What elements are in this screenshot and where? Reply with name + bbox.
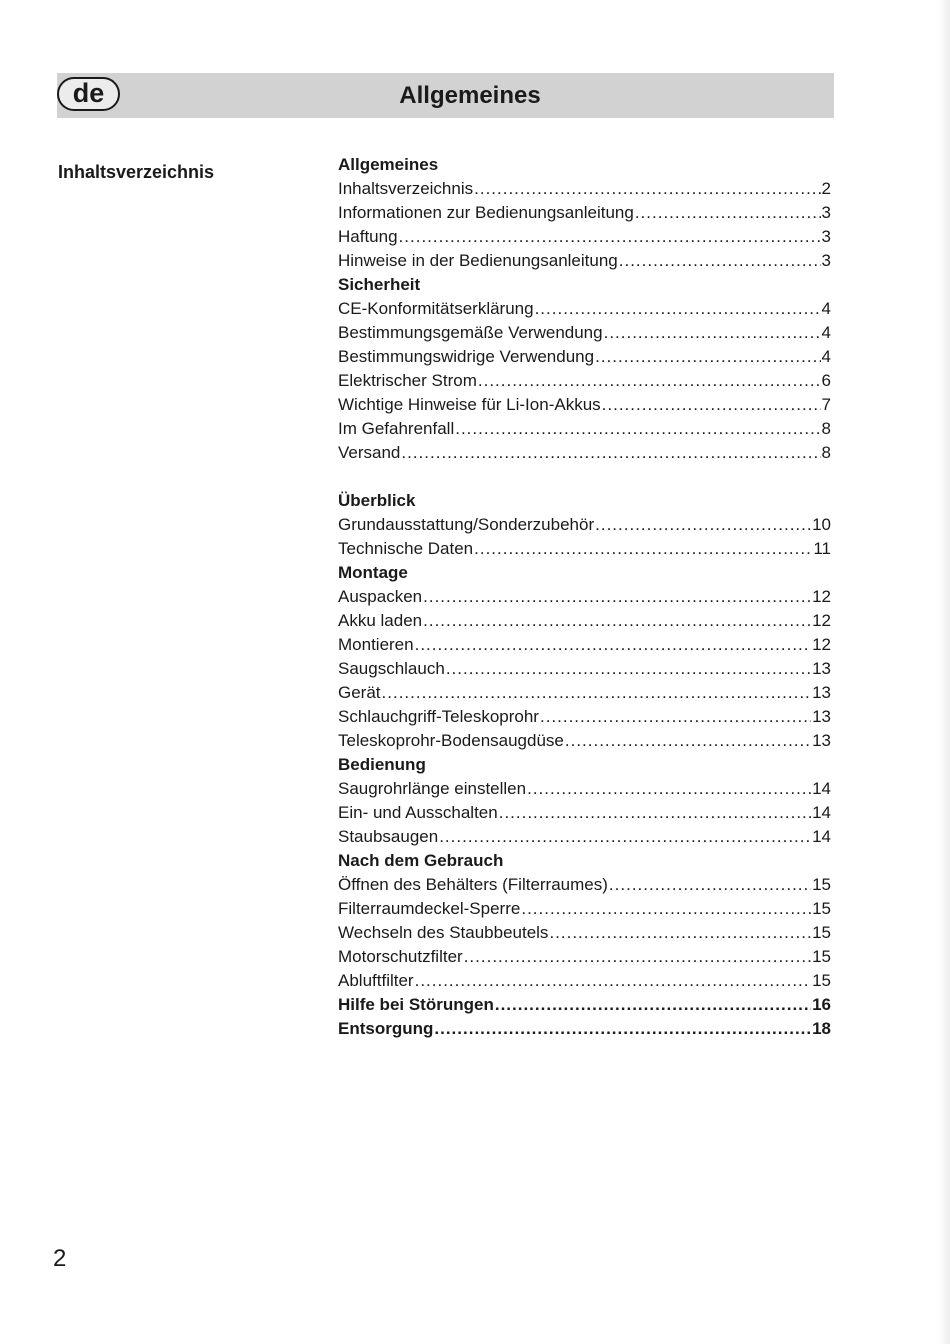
toc-entry-title: Technische Daten — [338, 539, 474, 558]
toc-spacer — [338, 465, 831, 489]
toc-dot-leader — [401, 441, 820, 465]
toc-page-number: 14 — [812, 803, 831, 822]
toc-entry-title: CE-Konformitätserklärung — [338, 299, 534, 318]
toc-dot-leader — [619, 249, 821, 273]
toc-page-number: 13 — [812, 731, 831, 750]
toc-page-number: 15 — [812, 899, 831, 918]
toc-entry-title: Abluftfilter — [338, 971, 414, 990]
toc-page-number: 15 — [812, 971, 831, 990]
toc-heading-text: Überblick — [338, 491, 416, 510]
toc-dot-leader — [540, 705, 811, 729]
toc-page-number: 11 — [813, 539, 831, 558]
toc-entry[interactable] — [338, 537, 831, 561]
toc-dot-leader — [595, 513, 811, 537]
toc-page-number: 14 — [812, 779, 831, 798]
toc-page-number: 7 — [821, 395, 831, 414]
toc-section-heading — [338, 489, 831, 513]
toc-entry[interactable] — [338, 441, 831, 465]
page-edge-shadow — [938, 0, 950, 1344]
toc-entry[interactable] — [338, 969, 831, 993]
toc-dot-leader — [535, 297, 821, 321]
toc-dot-leader — [609, 873, 811, 897]
toc-dot-leader — [549, 921, 811, 945]
toc-entry-title: Auspacken — [338, 587, 423, 606]
toc-entry-title: Entsorgung — [338, 1019, 434, 1038]
toc-page-number: 8 — [821, 443, 831, 462]
toc-dot-leader — [415, 969, 811, 993]
toc-entry[interactable] — [338, 513, 831, 537]
toc-entry-title: Inhaltsverzeichnis — [338, 179, 474, 198]
toc-page-number: 15 — [812, 875, 831, 894]
toc-entry-title: Im Gefahrenfall — [338, 419, 455, 438]
toc-entry[interactable] — [338, 729, 831, 753]
toc-entry[interactable] — [338, 825, 831, 849]
toc-entry[interactable] — [338, 609, 831, 633]
toc-entry[interactable] — [338, 201, 831, 225]
toc-entry-title: Ein- und Ausschalten — [338, 803, 498, 822]
toc-entry-title: Öffnen des Behälters (Filterraumes) — [338, 875, 608, 894]
toc-page-number: 3 — [821, 203, 831, 222]
toc-dot-leader — [604, 321, 821, 345]
toc-dot-leader — [474, 177, 820, 201]
toc-entry-title: Gerät — [338, 683, 381, 702]
toc-entry[interactable] — [338, 369, 831, 393]
toc-section-heading — [338, 561, 831, 585]
toc-heading-text: Allgemeines — [338, 155, 439, 174]
toc-dot-leader — [478, 369, 821, 393]
toc-section-heading — [338, 753, 831, 777]
toc-page-number: 13 — [812, 659, 831, 678]
toc-entry-title: Elektrischer Strom — [338, 371, 477, 390]
toc-dot-leader — [474, 537, 812, 561]
toc-entry[interactable] — [338, 345, 831, 369]
toc-dot-leader — [464, 945, 811, 969]
toc-dot-leader — [439, 825, 811, 849]
toc-entry-title: Haftung — [338, 227, 398, 246]
table-of-contents — [338, 153, 831, 1041]
toc-dot-leader — [434, 1017, 811, 1041]
toc-entry-title: Grundausstattung/Sonderzubehör — [338, 515, 595, 534]
toc-entry[interactable] — [338, 633, 831, 657]
toc-dot-leader — [382, 681, 812, 705]
toc-page-number: 3 — [821, 227, 831, 246]
toc-entry[interactable] — [338, 921, 831, 945]
toc-dot-leader — [399, 225, 821, 249]
toc-entry[interactable] — [338, 681, 831, 705]
toc-dot-leader — [446, 657, 811, 681]
toc-page-number: 10 — [812, 515, 831, 534]
toc-heading-text: Nach dem Gebrauch — [338, 851, 504, 870]
toc-entry-title: Versand — [338, 443, 401, 462]
toc-page-number: 12 — [812, 587, 831, 606]
toc-heading-text: Montage — [338, 563, 408, 582]
toc-dot-leader — [499, 801, 811, 825]
toc-page-number: 8 — [821, 419, 831, 438]
toc-entry[interactable] — [338, 993, 831, 1017]
language-badge: de — [57, 77, 120, 111]
toc-dot-leader — [455, 417, 820, 441]
toc-dot-leader — [565, 729, 811, 753]
toc-entry-title: Saugschlauch — [338, 659, 445, 678]
toc-page-number: 13 — [812, 683, 831, 702]
toc-entry[interactable] — [338, 657, 831, 681]
toc-entry-title: Hinweise in der Bedienungsanleitung — [338, 251, 618, 270]
toc-heading-text: Sicherheit — [338, 275, 421, 294]
toc-entry[interactable] — [338, 249, 831, 273]
toc-page-number: 3 — [821, 251, 831, 270]
page-title: Allgemeines — [399, 82, 541, 109]
toc-entry-title: Bestimmungsgemäße Verwendung — [338, 323, 603, 342]
toc-page-number: 16 — [812, 995, 831, 1014]
toc-entry-title: Hilfe bei Störungen — [338, 995, 494, 1014]
toc-entry-title: Staubsaugen — [338, 827, 439, 846]
toc-page-number: 4 — [821, 347, 831, 366]
toc-page-number: 2 — [821, 179, 831, 198]
toc-section-heading — [338, 849, 831, 873]
toc-entry-title: Wichtige Hinweise für Li-Ion-Akkus — [338, 395, 601, 414]
toc-dot-leader — [602, 393, 821, 417]
toc-entry[interactable] — [338, 705, 831, 729]
toc-page-number: 15 — [812, 923, 831, 942]
toc-entry-title: Motorschutzfilter — [338, 947, 463, 966]
toc-dot-leader — [423, 585, 811, 609]
toc-entry[interactable] — [338, 417, 831, 441]
toc-entry-title: Akku laden — [338, 611, 423, 630]
toc-page-number: 12 — [812, 611, 831, 630]
toc-page-number: 18 — [812, 1019, 831, 1038]
toc-heading-text: Bedienung — [338, 755, 426, 774]
toc-page-number: 4 — [821, 299, 831, 318]
toc-entry-title: Teleskoprohr-Bodensaugdüse — [338, 731, 564, 750]
toc-entry-title: Schlauchgriff-Teleskoprohr — [338, 707, 539, 726]
toc-page-number: 4 — [821, 323, 831, 342]
toc-entry[interactable] — [338, 873, 831, 897]
toc-entry-title: Montieren — [338, 635, 414, 654]
toc-entry[interactable] — [338, 225, 831, 249]
toc-entry[interactable] — [338, 777, 831, 801]
toc-entry[interactable] — [338, 393, 831, 417]
toc-dot-leader — [635, 201, 821, 225]
toc-dot-leader — [495, 993, 811, 1017]
toc-page-number: 15 — [812, 947, 831, 966]
toc-entry[interactable] — [338, 945, 831, 969]
toc-dot-leader — [527, 777, 811, 801]
toc-entry[interactable] — [338, 801, 831, 825]
toc-page-number: 6 — [821, 371, 831, 390]
toc-page-number: 13 — [812, 707, 831, 726]
toc-dot-leader — [521, 897, 811, 921]
toc-entry[interactable] — [338, 897, 831, 921]
toc-dot-leader — [423, 609, 811, 633]
page-number: 2 — [53, 1245, 67, 1272]
toc-entry[interactable] — [338, 585, 831, 609]
toc-dot-leader — [595, 345, 820, 369]
toc-section-heading — [338, 273, 831, 297]
toc-entry-title: Bestimmungswidrige Verwendung — [338, 347, 595, 366]
toc-entry-title: Wechseln des Staubbeutels — [338, 923, 549, 942]
toc-page-number: 14 — [812, 827, 831, 846]
toc-entry-title: Informationen zur Bedienungsanleitung — [338, 203, 634, 222]
toc-entry[interactable] — [338, 321, 831, 345]
toc-entry-title: Filterraumdeckel-Sperre — [338, 899, 521, 918]
toc-dot-leader — [415, 633, 811, 657]
toc-section-heading — [338, 153, 831, 177]
toc-entry[interactable] — [338, 177, 831, 201]
toc-entry[interactable] — [338, 1017, 831, 1041]
toc-page-number: 12 — [812, 635, 831, 654]
toc-entry[interactable] — [338, 297, 831, 321]
toc-entry-title: Saugrohrlänge einstellen — [338, 779, 527, 798]
section-side-label: Inhaltsverzeichnis — [58, 162, 215, 182]
